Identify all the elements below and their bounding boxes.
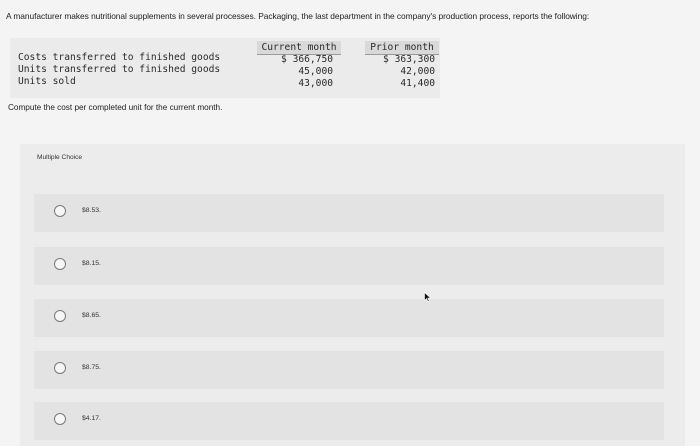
choice-option-3[interactable] bbox=[34, 299, 664, 337]
radio-button[interactable] bbox=[54, 362, 66, 374]
row-label-units-sold: Units sold bbox=[18, 76, 76, 87]
column-values-prior-month bbox=[365, 54, 435, 90]
choice-option-2[interactable] bbox=[34, 247, 664, 285]
instruction-text: Compute the cost per completed unit for the current month. bbox=[8, 103, 223, 112]
question-text: A manufacturer makes nutritional supplements in several processes. Packaging, the last department in the company's production process, reports the following: bbox=[6, 11, 590, 21]
choice-label: $8.65. bbox=[82, 312, 101, 319]
choice-label: $4.17. bbox=[82, 415, 101, 422]
cell-prior-costs: $ 363,300 bbox=[383, 54, 435, 65]
choice-option-5[interactable] bbox=[34, 402, 664, 440]
multiple-choice-title: Multiple Choice bbox=[37, 154, 83, 161]
row-label-units-transferred: Units transferred to finished goods bbox=[18, 64, 221, 75]
cell-current-costs: $ 366,750 bbox=[281, 54, 333, 65]
choice-option-1[interactable] bbox=[34, 194, 664, 232]
cell-current-units-transferred: 45,000 bbox=[298, 66, 333, 77]
data-table bbox=[10, 38, 440, 98]
mouse-cursor-icon bbox=[424, 292, 432, 302]
choice-label: $8.53. bbox=[82, 207, 101, 214]
radio-button[interactable] bbox=[54, 258, 66, 270]
column-header-prior-month: Prior month bbox=[365, 41, 439, 55]
row-label-costs-transferred: Costs transferred to finished goods bbox=[18, 52, 221, 63]
cell-prior-units-sold: 41,400 bbox=[400, 78, 435, 89]
radio-button[interactable] bbox=[54, 310, 66, 322]
choice-label: $8.75. bbox=[82, 364, 101, 371]
row-labels bbox=[18, 52, 220, 88]
cell-current-units-sold: 43,000 bbox=[298, 78, 333, 89]
cell-prior-units-transferred: 42,000 bbox=[400, 66, 435, 77]
radio-button[interactable] bbox=[54, 205, 66, 217]
choice-label: $8.15. bbox=[82, 260, 101, 267]
column-header-current-month: Current month bbox=[257, 41, 341, 55]
multiple-choice-panel bbox=[20, 144, 685, 446]
column-values-current-month bbox=[257, 54, 333, 90]
choice-option-4[interactable] bbox=[34, 351, 664, 389]
radio-button[interactable] bbox=[54, 413, 66, 425]
